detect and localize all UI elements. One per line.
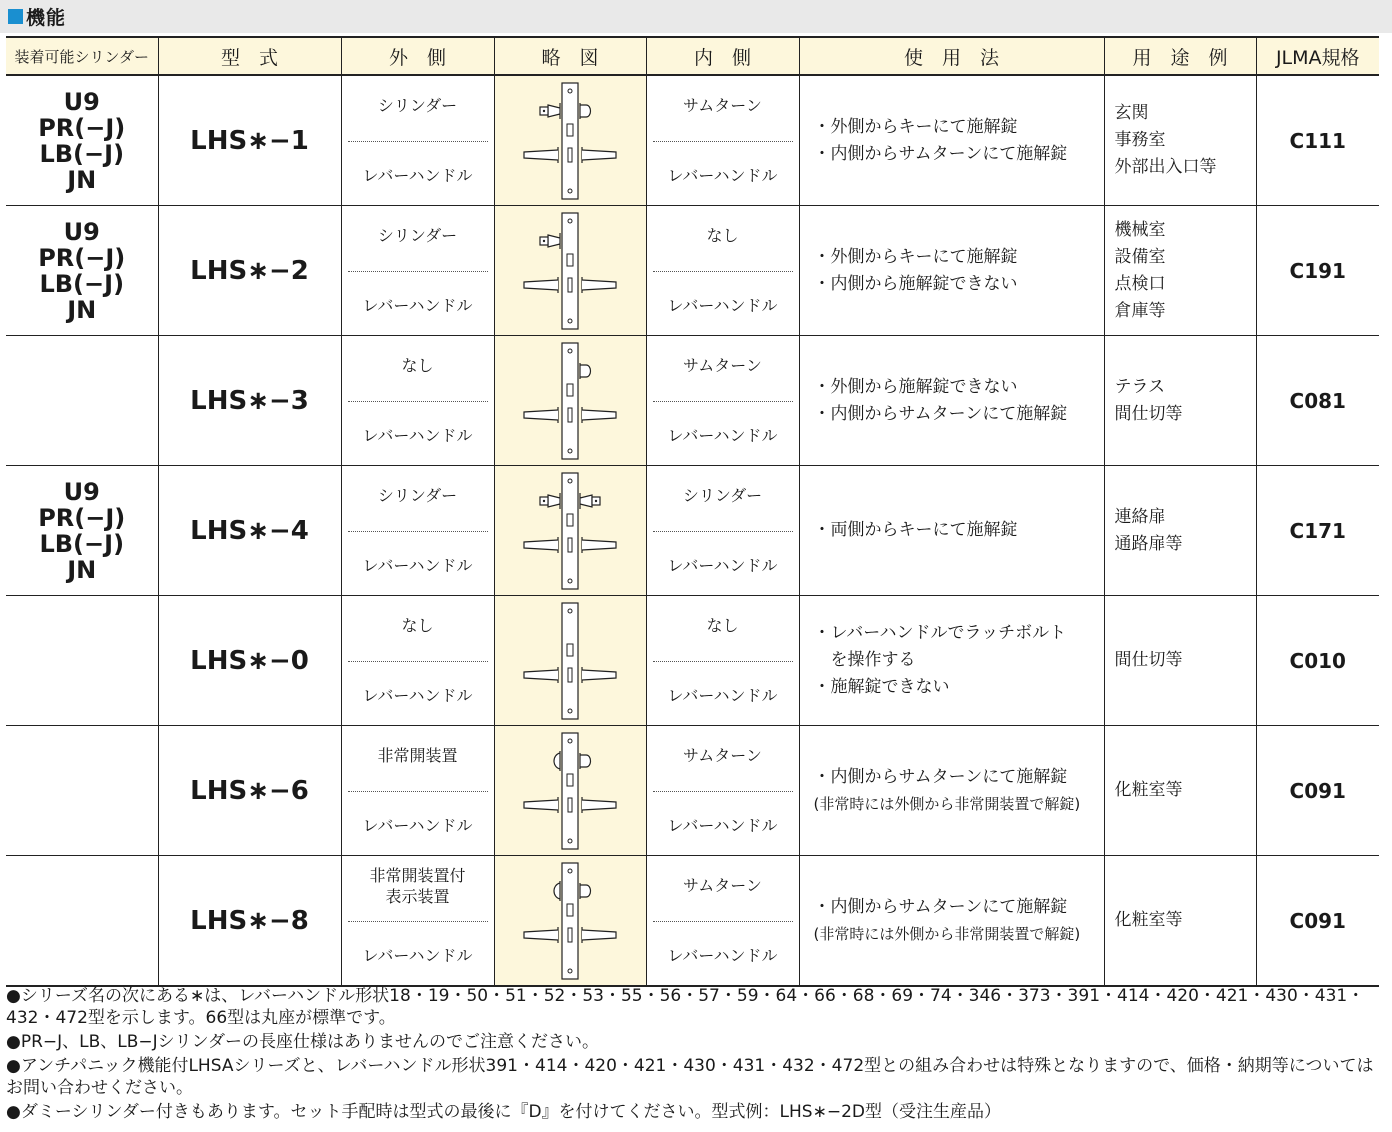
diagram-cell [494, 726, 646, 856]
table-row [6, 726, 1379, 856]
header-jlma: JLMA規格 [1256, 37, 1379, 75]
usage-line: ・外側から施解錠できない [813, 376, 1018, 397]
lock-diagram-icon [520, 731, 620, 851]
lock-diagram-icon [520, 211, 620, 331]
usage-line: ・外側からキーにて施解錠 [813, 116, 1018, 137]
usage-line: ・内側からサムターンにて施解錠 [813, 403, 1068, 424]
header-outside: 外 側 [341, 37, 494, 75]
table-row [6, 466, 1379, 596]
lock-diagram-icon [520, 341, 620, 461]
usage-line: ・内側からサムターンにて施解錠 [813, 143, 1068, 164]
example-line: 玄関 [1114, 103, 1149, 123]
outside-top: 非常開装置 [377, 746, 458, 765]
inside-cell [646, 466, 799, 596]
inside-top: サムターン [683, 356, 762, 375]
example-line: 機械室 [1114, 219, 1166, 240]
cylinder-name: PR(−J) [38, 243, 126, 272]
model-cell: LHS∗−1 [158, 75, 341, 206]
example-line: 点検口 [1114, 273, 1166, 294]
table-row [6, 596, 1379, 726]
usage-cell [799, 206, 1104, 336]
lock-diagram-icon [520, 81, 620, 201]
example-line: 間仕切等 [1114, 403, 1183, 424]
cylinder-cell [6, 466, 158, 596]
cylinder-cell [6, 206, 158, 336]
outside-cell [341, 206, 494, 336]
inside-bottom: レバーハンドル [667, 816, 778, 835]
header-cylinder: 装着可能シリンダー [6, 37, 158, 75]
cylinder-cell [6, 856, 158, 987]
table-row [6, 856, 1379, 987]
outside-bottom: レバーハンドル [362, 296, 473, 315]
lock-diagram-icon [520, 861, 620, 981]
outside-top: 非常開装置付 表示装置 [369, 865, 466, 906]
outside-top: なし [401, 616, 434, 635]
outside-bottom: レバーハンドル [362, 946, 473, 965]
usage-line: を操作する [813, 650, 916, 670]
table-row [6, 75, 1379, 206]
header-diagram: 略 図 [494, 37, 646, 75]
example-line: 間仕切等 [1114, 650, 1183, 670]
outside-bottom: レバーハンドル [362, 166, 473, 185]
example-cell [1104, 75, 1256, 206]
example-cell [1104, 856, 1256, 987]
example-line: 化粧室等 [1114, 910, 1183, 930]
usage-cell [799, 856, 1104, 987]
section-marker-icon [8, 9, 23, 24]
table-header-row [6, 37, 1379, 75]
header-inside: 内 側 [646, 37, 799, 75]
outside-cell [341, 596, 494, 726]
inside-bottom: レバーハンドル [667, 946, 778, 965]
usage-line: ・内側からサムターンにて施解錠 [813, 896, 1068, 917]
model-cell: LHS∗−0 [158, 596, 341, 726]
inside-bottom: レバーハンドル [667, 166, 778, 185]
table-row [6, 206, 1379, 336]
usage-line: ・外側からキーにて施解錠 [813, 246, 1018, 267]
cylinder-name: JN [67, 555, 97, 584]
jlma-cell: C191 [1256, 206, 1379, 336]
note-item: ●ダミーシリンダー付きもあります。セット手配時は型式の最後に『D』を付けてください。型式例：LHS∗−2D型（受注生産品） [6, 1102, 1001, 1122]
inside-cell [646, 856, 799, 987]
note-item: ●シリーズ名の次にある∗は、レバーハンドル形状18・19・50・51・52・53・55・56・57・59・64・66・68・69・74・346・373・391・414・420・421・430・431・432・472型を示します。66型は丸座が標準です。 [6, 986, 1365, 1028]
example-line: 連絡扉 [1114, 506, 1166, 527]
lock-diagram-icon [520, 601, 620, 721]
model-cell: LHS∗−6 [158, 726, 341, 856]
example-line: 設備室 [1114, 246, 1166, 267]
cylinder-name: U9 [63, 87, 100, 116]
table-row [6, 336, 1379, 466]
example-line: 化粧室等 [1114, 780, 1183, 800]
cylinder-cell [6, 336, 158, 466]
jlma-cell: C111 [1256, 75, 1379, 206]
usage-line: (非常時には外側から非常開装置で解錠) [813, 924, 1081, 943]
usage-cell [799, 466, 1104, 596]
inside-top: なし [706, 226, 739, 245]
example-line: 事務室 [1114, 130, 1166, 150]
cylinder-name: LB(−J) [39, 139, 125, 168]
outside-cell [341, 75, 494, 206]
cylinder-name: LB(−J) [39, 529, 125, 558]
cylinder-name: U9 [63, 217, 100, 246]
example-cell [1104, 206, 1256, 336]
outside-cell [341, 726, 494, 856]
inside-bottom: レバーハンドル [667, 686, 778, 705]
notes [6, 985, 1386, 1125]
inside-cell [646, 336, 799, 466]
outside-top: シリンダー [377, 226, 458, 245]
outside-cell [341, 466, 494, 596]
cylinder-cell [6, 726, 158, 856]
usage-line: ・レバーハンドルでラッチボルト [813, 623, 1067, 643]
diagram-cell [494, 466, 646, 596]
note-item: ●アンチパニック機能付LHSAシリーズと、レバーハンドル形状391・414・420・421・430・431・432・472型との組み合わせは特殊となりますので、価格・納期等についてはお問い合わせください。 [6, 1056, 1374, 1098]
outside-bottom: レバーハンドル [362, 556, 473, 575]
jlma-cell: C091 [1256, 856, 1379, 987]
diagram-cell [494, 206, 646, 336]
example-line: 外部出入口等 [1114, 157, 1217, 177]
inside-bottom: レバーハンドル [667, 296, 778, 315]
example-cell [1104, 726, 1256, 856]
header-usage: 使 用 法 [799, 37, 1104, 75]
example-cell [1104, 336, 1256, 466]
section-title-bar [0, 0, 1392, 33]
inside-bottom: レバーハンドル [667, 556, 778, 575]
usage-line: (非常時には外側から非常開装置で解錠) [813, 794, 1081, 813]
inside-cell [646, 75, 799, 206]
diagram-cell [494, 596, 646, 726]
usage-line: ・施解錠できない [813, 677, 950, 697]
outside-bottom: レバーハンドル [362, 426, 473, 445]
cylinder-name: JN [67, 165, 97, 194]
model-cell: LHS∗−8 [158, 856, 341, 987]
inside-cell [646, 206, 799, 336]
inside-bottom: レバーハンドル [667, 426, 778, 445]
cylinder-cell [6, 75, 158, 206]
outside-top: シリンダー [377, 96, 458, 115]
jlma-cell: C091 [1256, 726, 1379, 856]
example-cell [1104, 466, 1256, 596]
inside-top: なし [706, 616, 739, 635]
usage-cell [799, 726, 1104, 856]
cylinder-name: JN [67, 295, 97, 324]
usage-line: ・内側から施解錠できない [813, 273, 1018, 294]
usage-cell [799, 336, 1104, 466]
inside-top: サムターン [683, 876, 762, 895]
example-line: 倉庫等 [1114, 300, 1166, 321]
jlma-cell: C081 [1256, 336, 1379, 466]
cylinder-name: LB(−J) [39, 269, 125, 298]
function-table [6, 36, 1379, 987]
outside-bottom: レバーハンドル [362, 686, 473, 705]
usage-cell [799, 596, 1104, 726]
jlma-cell: C010 [1256, 596, 1379, 726]
usage-cell [799, 75, 1104, 206]
model-cell: LHS∗−2 [158, 206, 341, 336]
header-model: 型 式 [158, 37, 341, 75]
inside-cell [646, 596, 799, 726]
example-line: テラス [1114, 376, 1165, 397]
diagram-cell [494, 336, 646, 466]
inside-cell [646, 726, 799, 856]
diagram-cell [494, 856, 646, 987]
inside-top: サムターン [683, 96, 762, 115]
model-cell: LHS∗−3 [158, 336, 341, 466]
cylinder-name: U9 [63, 477, 100, 506]
outside-top: シリンダー [377, 486, 458, 505]
cylinder-name: PR(−J) [38, 113, 126, 142]
example-cell [1104, 596, 1256, 726]
example-line: 通路扉等 [1114, 533, 1183, 554]
section-title: 機能 [26, 7, 67, 29]
outside-cell [341, 856, 494, 987]
outside-top: なし [401, 356, 434, 375]
lock-diagram-icon [520, 471, 620, 591]
usage-line: ・内側からサムターンにて施解錠 [813, 766, 1068, 787]
diagram-cell [494, 75, 646, 206]
usage-line: ・両側からキーにて施解錠 [813, 520, 1018, 540]
jlma-cell: C171 [1256, 466, 1379, 596]
note-item: ●PR−J、LB、LB−Jシリンダーの長座仕様はありませんのでご注意ください。 [6, 1032, 599, 1052]
cylinder-name: PR(−J) [38, 503, 126, 532]
cylinder-cell [6, 596, 158, 726]
inside-top: サムターン [683, 746, 762, 765]
header-example: 用 途 例 [1104, 37, 1256, 75]
outside-cell [341, 336, 494, 466]
outside-bottom: レバーハンドル [362, 816, 473, 835]
inside-top: シリンダー [682, 486, 763, 505]
model-cell: LHS∗−4 [158, 466, 341, 596]
